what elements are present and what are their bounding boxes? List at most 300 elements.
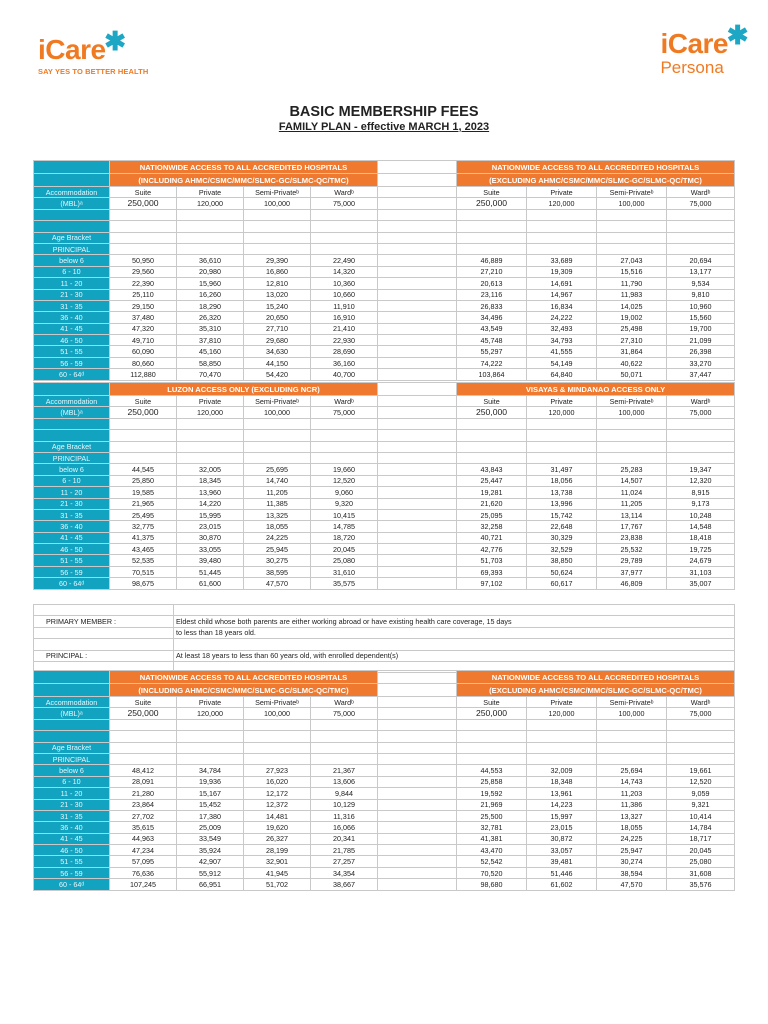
fee-cell: 14,220 (177, 498, 244, 509)
blank-cell (457, 753, 527, 764)
age-label: below 6 (34, 765, 110, 776)
blank-cell (527, 753, 597, 764)
blank-cell (527, 209, 597, 220)
fee-cell: 29,680 (244, 335, 311, 346)
column-label: Semi-Privateᵇ (597, 396, 667, 407)
mbl-value: 120,000 (177, 708, 244, 719)
fee-cell: 14,481 (244, 810, 311, 821)
fee-cell: 47,320 (110, 323, 177, 334)
fee-cell: 15,240 (244, 300, 311, 311)
fee-cell: 9,321 (667, 799, 735, 810)
blank-cell (177, 418, 244, 429)
fee-cell: 23,116 (457, 289, 527, 300)
fee-cell: 33,549 (177, 833, 244, 844)
column-label: Semi-Privateᵇ (597, 697, 667, 708)
fee-cell: 46,889 (457, 255, 527, 266)
blank-cell (597, 209, 667, 220)
age-bracket-label: Age Bracket (34, 232, 110, 243)
blank-cell (378, 452, 457, 463)
table-row (34, 566, 735, 577)
principal-label: PRINCIPAL (34, 452, 110, 463)
fee-cell: 19,936 (177, 776, 244, 787)
age-label: 36 - 40 (34, 312, 110, 323)
age-label: 6 - 10 (34, 475, 110, 486)
fee-cell: 32,529 (527, 544, 597, 555)
fee-cell: 13,327 (597, 810, 667, 821)
blank-cell (177, 452, 244, 463)
column-gap (378, 776, 457, 787)
blank-cell (597, 753, 667, 764)
mbl-value: 120,000 (177, 198, 244, 209)
table-row (34, 464, 735, 475)
fee-cell: 39,481 (527, 856, 597, 867)
column-gap (378, 369, 457, 380)
column-gap (378, 578, 457, 589)
fee-cell: 11,205 (244, 487, 311, 498)
blank-cell (110, 221, 177, 232)
fee-cell: 37,447 (667, 369, 735, 380)
fee-cell: 57,095 (110, 856, 177, 867)
mbl-label: (MBL)ᵃ (34, 198, 110, 209)
fee-cell: 13,020 (244, 289, 311, 300)
fee-cell: 25,009 (177, 822, 244, 833)
fee-cell: 14,025 (597, 300, 667, 311)
fee-cell: 14,507 (597, 475, 667, 486)
fee-cell: 43,470 (457, 845, 527, 856)
section-header-left: NATIONWIDE ACCESS TO ALL ACCREDITED HOSPITALS (110, 161, 378, 174)
blank-cell (244, 221, 311, 232)
column-label: Private (177, 697, 244, 708)
blank-cell (527, 430, 597, 441)
blank-cell (177, 221, 244, 232)
age-label: 46 - 50 (34, 544, 110, 555)
fee-cell: 18,290 (177, 300, 244, 311)
fee-cell: 25,495 (110, 509, 177, 520)
blank-cell (457, 209, 527, 220)
fee-cell: 10,248 (667, 509, 735, 520)
fee-cell: 33,057 (527, 845, 597, 856)
blank-cell (110, 753, 177, 764)
fee-cell: 19,347 (667, 464, 735, 475)
fee-cell: 14,784 (667, 822, 735, 833)
side-blank (34, 684, 110, 697)
fee-cell: 13,114 (597, 509, 667, 520)
column-gap (378, 566, 457, 577)
table-row (34, 498, 735, 509)
principal-label: PRINCIPAL (34, 753, 110, 764)
fee-cell: 48,412 (110, 765, 177, 776)
side-blank (34, 430, 110, 441)
fee-cell: 27,210 (457, 266, 527, 277)
fee-cell: 52,542 (457, 856, 527, 867)
fee-cell: 30,872 (527, 833, 597, 844)
table-row (34, 555, 735, 566)
fee-cell: 25,095 (457, 509, 527, 520)
column-gap (378, 544, 457, 555)
blank-cell (244, 742, 311, 753)
fee-cell: 20,341 (311, 833, 378, 844)
fee-cell: 27,702 (110, 810, 177, 821)
blank-cell (244, 441, 311, 452)
fee-cell: 11,790 (597, 278, 667, 289)
blank-cell (667, 719, 735, 730)
accommodation-label: Accommodation (34, 697, 110, 708)
column-gap (378, 788, 457, 799)
age-label: 21 - 30 (34, 799, 110, 810)
fee-cell: 33,689 (527, 255, 597, 266)
fee-cell: 14,223 (527, 799, 597, 810)
column-label: Private (527, 396, 597, 407)
fee-cell: 18,348 (527, 776, 597, 787)
column-gap (378, 407, 457, 418)
fee-cell: 98,675 (110, 578, 177, 589)
fee-cell: 51,446 (527, 867, 597, 878)
fee-cell: 107,245 (110, 879, 177, 890)
blank-cell (457, 719, 527, 730)
table-row (34, 810, 735, 821)
blank-cell (110, 243, 177, 254)
fee-cell: 36,610 (177, 255, 244, 266)
blank-cell (527, 742, 597, 753)
fee-cell: 11,205 (597, 498, 667, 509)
fee-cell: 25,498 (597, 323, 667, 334)
age-label: 31 - 35 (34, 300, 110, 311)
fee-cell: 54,149 (527, 357, 597, 368)
blank-cell (244, 232, 311, 243)
fee-cell: 29,560 (110, 266, 177, 277)
fee-cell: 25,945 (244, 544, 311, 555)
table-row (34, 521, 735, 532)
fee-cell: 60,617 (527, 578, 597, 589)
fee-cell: 21,367 (311, 765, 378, 776)
fee-cell: 51,702 (244, 879, 311, 890)
fee-cell: 13,325 (244, 509, 311, 520)
age-label: 21 - 30 (34, 289, 110, 300)
blank-cell (457, 452, 527, 463)
side-blank (34, 221, 110, 232)
fee-cell: 18,055 (244, 521, 311, 532)
column-label: Private (527, 697, 597, 708)
table-row (34, 833, 735, 844)
fee-cell: 11,386 (597, 799, 667, 810)
fee-cell: 43,465 (110, 544, 177, 555)
side-blank (34, 418, 110, 429)
fee-cell: 32,901 (244, 856, 311, 867)
fee-cell: 35,615 (110, 822, 177, 833)
fee-cell: 12,520 (667, 776, 735, 787)
age-label: 31 - 35 (34, 810, 110, 821)
blank-cell (177, 719, 244, 730)
column-gap (378, 697, 457, 708)
blank-cell (667, 243, 735, 254)
fee-cell: 19,700 (667, 323, 735, 334)
mbl-value: 250,000 (110, 708, 177, 719)
fee-cell: 34,784 (177, 765, 244, 776)
principal-text: At least 18 years to less than 60 years old, with enrolled dependent(s) (174, 650, 735, 661)
column-label: Suite (457, 697, 527, 708)
fee-cell: 44,545 (110, 464, 177, 475)
column-label: Private (177, 187, 244, 198)
table-row (34, 799, 735, 810)
fee-cell: 20,613 (457, 278, 527, 289)
table-row (34, 323, 735, 334)
column-gap (378, 464, 457, 475)
blank-cell (177, 209, 244, 220)
fee-cell: 19,661 (667, 765, 735, 776)
blank-cell (597, 430, 667, 441)
fee-cell: 22,390 (110, 278, 177, 289)
section-header-right: (EXCLUDING AHMC/CSMC/MMC/SLMC-GC/SLMC-QC/TMC) (457, 174, 735, 187)
blank-cell (667, 731, 735, 742)
blank-cell (244, 418, 311, 429)
fee-cell: 70,520 (457, 867, 527, 878)
blank-cell (378, 742, 457, 753)
fee-cell: 27,310 (597, 335, 667, 346)
fee-cell: 15,452 (177, 799, 244, 810)
column-gap (378, 487, 457, 498)
table-row (34, 856, 735, 867)
fee-cell: 11,385 (244, 498, 311, 509)
fee-cell: 41,375 (110, 532, 177, 543)
section-header-right: NATIONWIDE ACCESS TO ALL ACCREDITED HOSPITALS (457, 671, 735, 684)
table-row (34, 509, 735, 520)
column-label: Wardᵇ (311, 697, 378, 708)
fee-cell: 11,910 (311, 300, 378, 311)
fee-cell: 76,636 (110, 867, 177, 878)
column-label: Private (527, 187, 597, 198)
fee-cell: 42,907 (177, 856, 244, 867)
fee-cell: 45,160 (177, 346, 244, 357)
fee-cell: 19,660 (311, 464, 378, 475)
age-label: 21 - 30 (34, 498, 110, 509)
fee-cell: 15,560 (667, 312, 735, 323)
column-gap (378, 312, 457, 323)
fee-cell: 25,447 (457, 475, 527, 486)
blank-cell (378, 441, 457, 452)
fee-cell: 25,858 (457, 776, 527, 787)
table-row (34, 278, 735, 289)
blank-cell (311, 430, 378, 441)
blank-cell (244, 243, 311, 254)
accommodation-label: Accommodation (34, 187, 110, 198)
spacer-row (34, 605, 174, 616)
fee-cell: 32,493 (527, 323, 597, 334)
fee-cell: 9,059 (667, 788, 735, 799)
blank-cell (597, 418, 667, 429)
blank-cell (457, 221, 527, 232)
fee-cell: 15,516 (597, 266, 667, 277)
age-label: 46 - 50 (34, 845, 110, 856)
fee-cell: 16,260 (177, 289, 244, 300)
column-gap (378, 396, 457, 407)
mbl-value: 120,000 (177, 407, 244, 418)
fee-cell: 9,173 (667, 498, 735, 509)
fee-cell: 38,850 (527, 555, 597, 566)
table-row (34, 346, 735, 357)
mbl-value: 100,000 (597, 198, 667, 209)
fee-cell: 38,595 (244, 566, 311, 577)
mbl-label: (MBL)ᵃ (34, 708, 110, 719)
fee-cell: 30,870 (177, 532, 244, 543)
blank-cell (597, 452, 667, 463)
icare-logo (38, 26, 149, 76)
fee-cell: 12,320 (667, 475, 735, 486)
age-label: 31 - 35 (34, 509, 110, 520)
age-label: 51 - 55 (34, 555, 110, 566)
blank-cell (457, 731, 527, 742)
blank-cell (110, 719, 177, 730)
fee-cell: 35,575 (311, 578, 378, 589)
blank-cell (177, 430, 244, 441)
column-gap (378, 335, 457, 346)
blank-cell (527, 243, 597, 254)
fee-cell: 32,775 (110, 521, 177, 532)
fee-cell: 26,833 (457, 300, 527, 311)
blank-cell (527, 452, 597, 463)
fee-cell: 34,354 (311, 867, 378, 878)
age-label: 60 - 64ᵈ (34, 879, 110, 890)
fee-cell: 38,667 (311, 879, 378, 890)
fee-cell: 40,700 (311, 369, 378, 380)
fee-cell: 19,620 (244, 822, 311, 833)
age-label: 36 - 40 (34, 521, 110, 532)
age-label: 6 - 10 (34, 776, 110, 787)
fee-cell: 19,281 (457, 487, 527, 498)
fee-cell: 15,997 (527, 810, 597, 821)
blank-cell (667, 221, 735, 232)
fee-cell: 27,043 (597, 255, 667, 266)
column-gap (378, 684, 457, 697)
column-gap (378, 532, 457, 543)
blank-cell (244, 753, 311, 764)
column-label: Suite (457, 187, 527, 198)
blank-cell (527, 232, 597, 243)
fee-cell: 51,445 (177, 566, 244, 577)
column-label: Wardᵇ (667, 396, 735, 407)
blank-cell (667, 742, 735, 753)
blank-cell (597, 719, 667, 730)
side-blank (34, 671, 110, 684)
table-row (34, 776, 735, 787)
fee-cell: 35,924 (177, 845, 244, 856)
fee-cell: 25,283 (597, 464, 667, 475)
section-header-right: NATIONWIDE ACCESS TO ALL ACCREDITED HOSPITALS (457, 161, 735, 174)
page-subtitle: FAMILY PLAN - effective MARCH 1, 2023 (278, 121, 490, 133)
fee-cell: 47,570 (244, 578, 311, 589)
age-label: 56 - 59 (34, 566, 110, 577)
blank-cell (597, 232, 667, 243)
fee-cell: 20,694 (667, 255, 735, 266)
blank-cell (177, 742, 244, 753)
age-bracket-label: Age Bracket (34, 441, 110, 452)
fee-cell: 80,660 (110, 357, 177, 368)
icare-persona-logo (660, 20, 748, 78)
fee-cell: 12,520 (311, 475, 378, 486)
fee-cell: 21,410 (311, 323, 378, 334)
column-gap (378, 300, 457, 311)
section-header-left: (INCLUDING AHMC/CSMC/MMC/SLMC-GC/SLMC-QC/TMC) (110, 174, 378, 187)
blank-cell (378, 418, 457, 429)
mbl-value: 120,000 (527, 708, 597, 719)
table-row (34, 845, 735, 856)
age-label: 41 - 45 (34, 833, 110, 844)
fee-cell: 37,977 (597, 566, 667, 577)
column-gap (378, 867, 457, 878)
fee-cell: 23,015 (177, 521, 244, 532)
column-gap (378, 845, 457, 856)
fee-cell: 23,015 (527, 822, 597, 833)
column-gap (378, 357, 457, 368)
fee-cell: 39,480 (177, 555, 244, 566)
fee-cell: 32,258 (457, 521, 527, 532)
page-title: BASIC MEMBERSHIP FEES (289, 104, 479, 120)
fee-cell: 22,648 (527, 521, 597, 532)
fee-cell: 61,602 (527, 879, 597, 890)
fee-cell: 16,020 (244, 776, 311, 787)
blank-cell (311, 232, 378, 243)
fee-cell: 15,960 (177, 278, 244, 289)
fee-cell: 34,793 (527, 335, 597, 346)
fee-cell: 69,393 (457, 566, 527, 577)
column-gap (378, 198, 457, 209)
mbl-value: 120,000 (527, 198, 597, 209)
fee-cell: 18,720 (311, 532, 378, 543)
blank-cell (597, 221, 667, 232)
side-blank (34, 209, 110, 220)
side-blank (34, 731, 110, 742)
blank-cell (311, 209, 378, 220)
fee-cell: 34,630 (244, 346, 311, 357)
fee-cell: 14,320 (311, 266, 378, 277)
column-gap (378, 708, 457, 719)
table-row (34, 266, 735, 277)
fee-cell: 33,270 (667, 357, 735, 368)
column-gap (378, 289, 457, 300)
fee-cell: 17,767 (597, 521, 667, 532)
blank-cell (311, 452, 378, 463)
column-gap (378, 266, 457, 277)
fee-cell: 38,594 (597, 867, 667, 878)
blank-cell (457, 742, 527, 753)
fee-cell: 25,532 (597, 544, 667, 555)
age-label: 11 - 20 (34, 788, 110, 799)
fee-cell: 32,781 (457, 822, 527, 833)
side-blank (34, 719, 110, 730)
fee-cell: 12,810 (244, 278, 311, 289)
fee-cell: 52,535 (110, 555, 177, 566)
blank-cell (527, 441, 597, 452)
blank-cell (667, 232, 735, 243)
table-row (34, 879, 735, 890)
section-header-right: VISAYAS & MINDANAO ACCESS ONLY (457, 383, 735, 396)
fee-cell: 9,534 (667, 278, 735, 289)
column-gap (378, 833, 457, 844)
fee-cell: 25,500 (457, 810, 527, 821)
primary-member-text-cont: to less than 18 years old. (174, 627, 735, 638)
column-gap (378, 879, 457, 890)
fee-cell: 31,608 (667, 867, 735, 878)
fee-cell: 18,055 (597, 822, 667, 833)
principal-label: PRINCIPAL (34, 243, 110, 254)
fee-cell: 19,002 (597, 312, 667, 323)
blank-cell (177, 243, 244, 254)
fee-cell: 14,548 (667, 521, 735, 532)
fee-cell: 18,418 (667, 532, 735, 543)
table-row (34, 544, 735, 555)
fee-cell: 15,742 (527, 509, 597, 520)
column-gap (378, 161, 457, 174)
fee-cell: 27,257 (311, 856, 378, 867)
